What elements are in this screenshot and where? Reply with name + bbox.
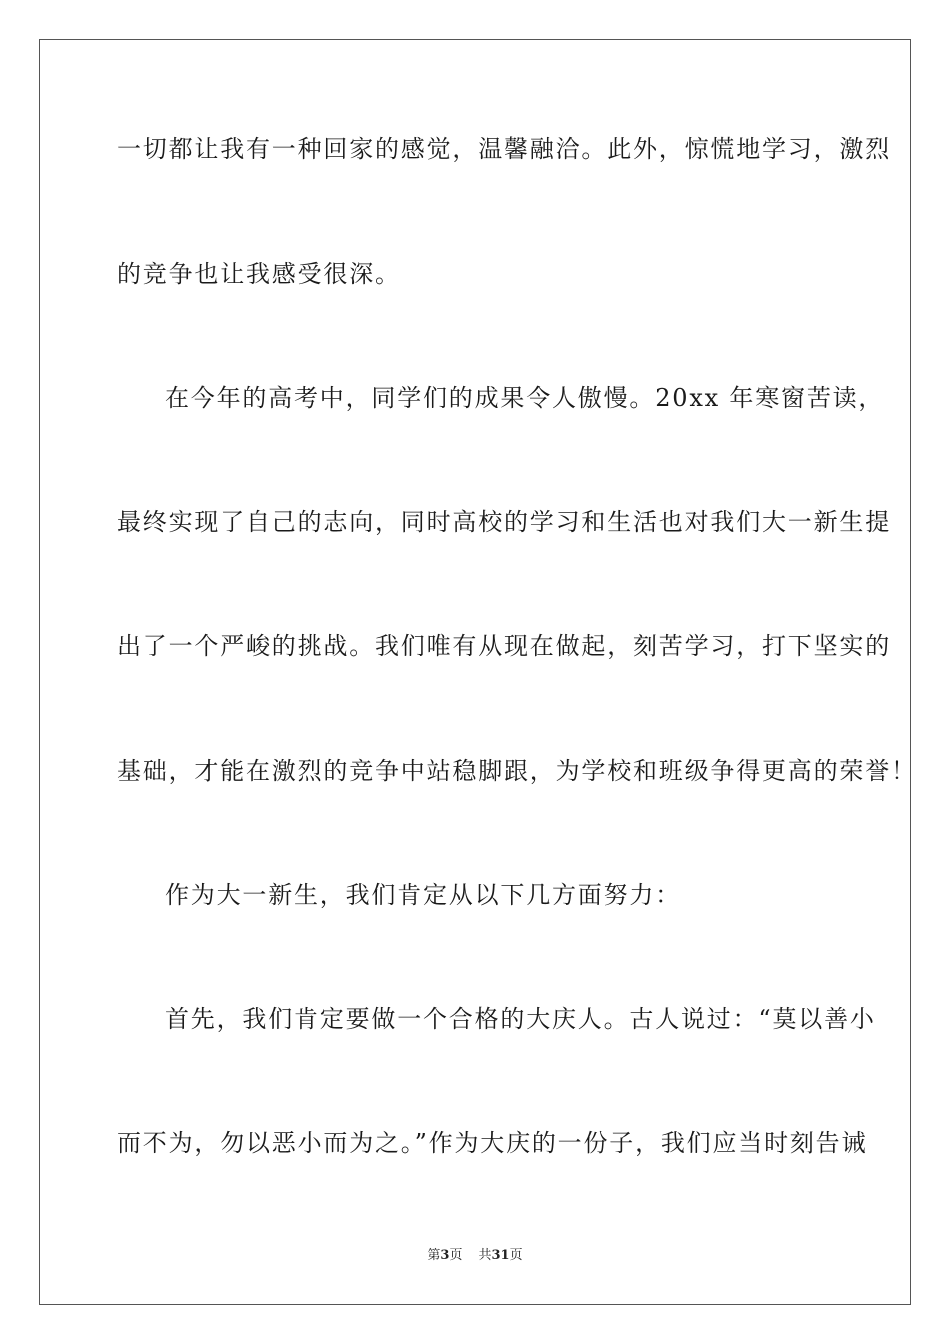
current-page-number: 3 (440, 1248, 450, 1263)
page-footer (0, 1247, 950, 1265)
body-line-4: 最终实现了自己的志向，同时高校的学习和生活也对我们大一新生提 (117, 508, 891, 536)
body-line-1: 一切都让我有一种回家的感觉，温馨融洽。此外，惊慌地学习，激烈 (117, 135, 891, 163)
body-line-3: 在今年的高考中，同学们的成果令人傲慢。20xx 年寒窗苦读， (165, 384, 885, 412)
body-line-7: 作为大一新生，我们肯定从以下几方面努力： (165, 881, 681, 909)
page-border (39, 39, 917, 1305)
body-line-5: 出了一个严峻的挑战。我们唯有从现在做起，刻苦学习，打下坚实的 (117, 632, 891, 660)
body-line-2: 的竞争也让我感受很深。 (117, 260, 401, 288)
total-prefix: 共 (478, 1248, 492, 1263)
total-suffix: 页 (509, 1248, 523, 1263)
body-line-6: 基础，才能在激烈的竞争中站稳脚跟，为学校和班级争得更高的荣誉！ (117, 757, 917, 785)
body-line-8: 首先，我们肯定要做一个合格的大庆人。古人说过：“莫以善小 (165, 1005, 876, 1033)
page-suffix: 页 (449, 1248, 463, 1263)
page-prefix: 第 (427, 1248, 441, 1263)
body-line-9: 而不为，勿以恶小而为之。”作为大庆的一份子，我们应当时刻告诫 (117, 1129, 868, 1157)
total-pages-number: 31 (491, 1248, 510, 1263)
